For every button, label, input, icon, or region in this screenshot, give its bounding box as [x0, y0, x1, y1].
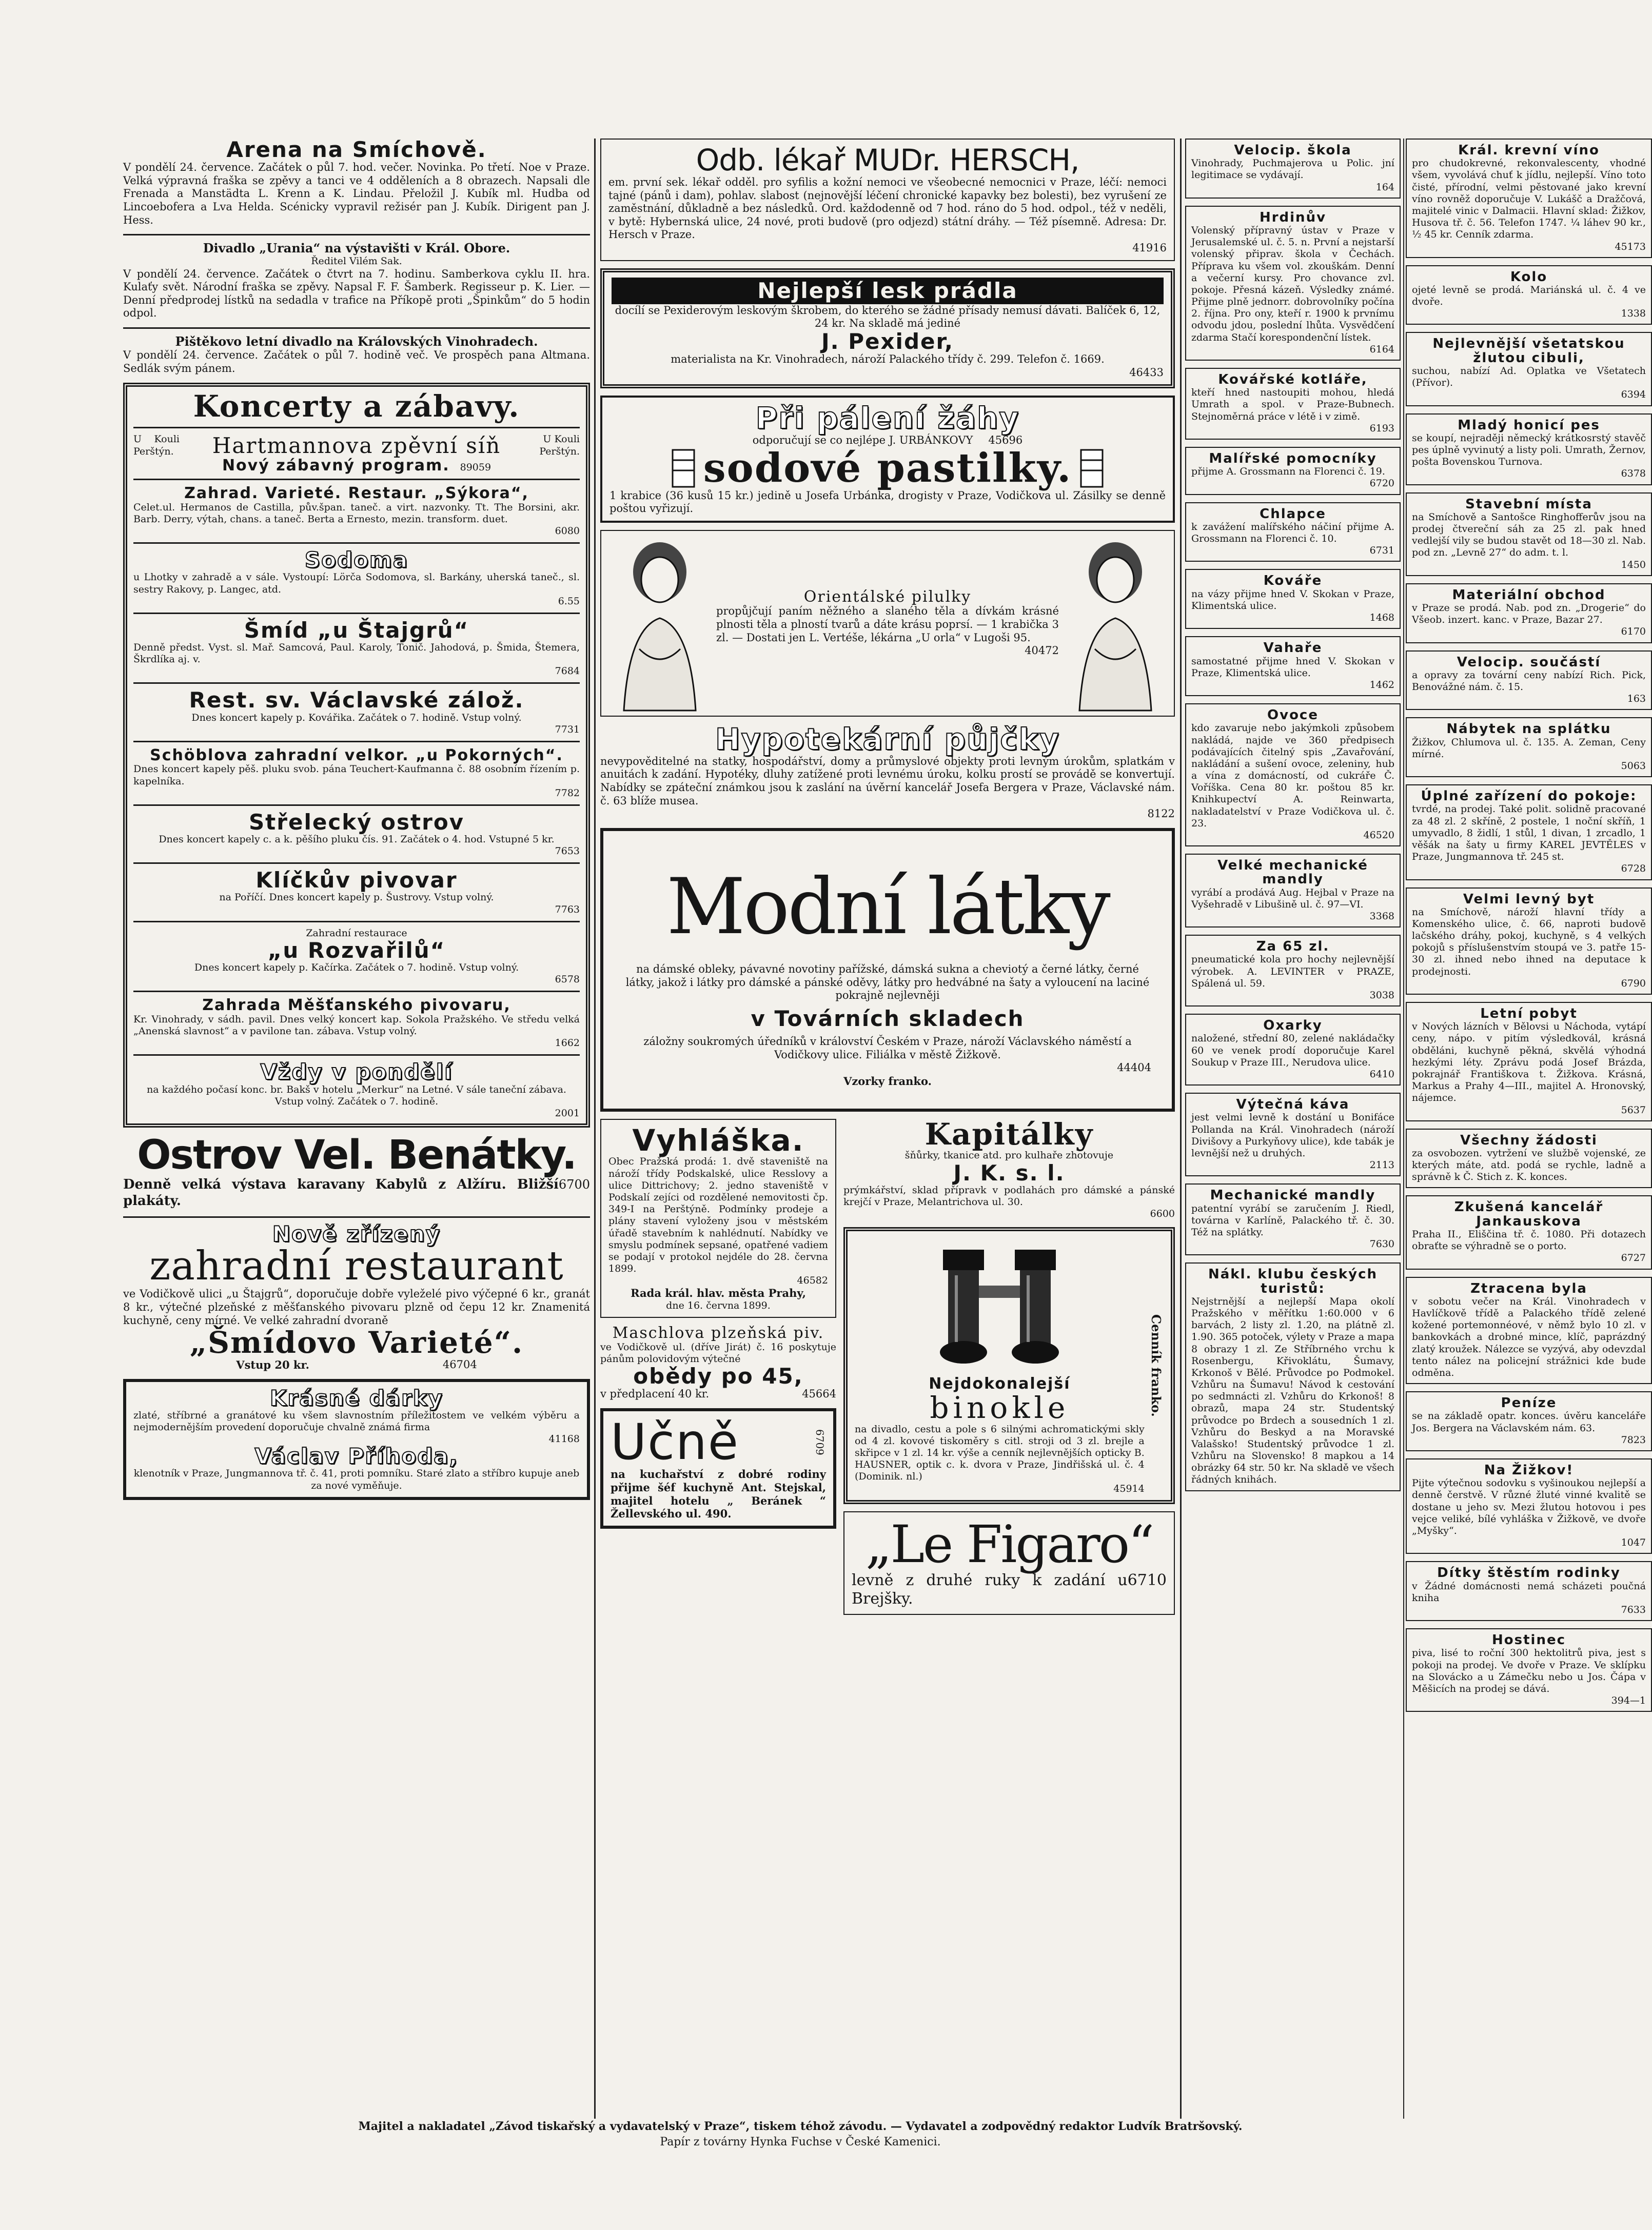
ostrov-row [123, 1177, 590, 1209]
classified-ad [1185, 935, 1401, 1007]
mestansky-title: Zahrada Měšťanského pivovaru, [202, 996, 511, 1015]
divider [133, 613, 580, 614]
schoblova-body: Dnes koncert kapely pěš. pluku svob. pána Teuchert-Kaufmanna č. 88 osobním řízením p. kapelníka. [133, 763, 580, 787]
classified-num: 6727 [1621, 1252, 1646, 1264]
hartmann-program-row [133, 458, 580, 474]
kapitalky-addr: prýmkářství, sklad přípravk v podlahách pro dámské a pánské krejčí v Praze, Melantrichova ul. 30. [843, 1184, 1175, 1208]
rozvarilu-body: Dnes koncert kapely p. Kačírka. Začátek o 7. hodině. Vstup volný. [194, 962, 519, 974]
classified-ad [1406, 139, 1652, 258]
arena-notice [123, 139, 590, 227]
classified-body: Praha II., Eliščina tř. č. 1080. Při dotazech obraťte se výhradně se o porto. [1412, 1229, 1646, 1252]
classified-ad [1406, 1277, 1652, 1385]
divider [133, 862, 580, 864]
divider [133, 427, 580, 428]
maschlova-sub: obědy po 45, [633, 1363, 803, 1389]
binoculars-icon [922, 1239, 1076, 1373]
rozvarilu-pre: Zahradní restaurace [306, 927, 407, 939]
classified-num: 6720 [1369, 478, 1394, 489]
classified-num: 394—1 [1611, 1695, 1646, 1707]
pilulky-num: 40472 [1025, 644, 1059, 657]
classified-title: Kováře [1263, 573, 1323, 589]
maschlova-price-row [600, 1388, 836, 1401]
classified-body: naložené, střední 80, zelené nakládačky 60 ve venek prodí doporučuje Karel Soukup v Praze III., Nerudova ulice. [1191, 1033, 1394, 1068]
classified-title: Velké mechanické mandly [1217, 858, 1368, 887]
classified-ad [1185, 703, 1401, 846]
classified-num: 2113 [1369, 1159, 1394, 1171]
pastilky-recommend: odporučují se co nejlépe J. URBÁNKOVY [752, 434, 973, 447]
binokle-body: na divadlo, cestu a pole s 6 silnými achromatickými skly od 4 zl. kovové tiskoměry s citl. stroji od 3 zl. brejle a skřipce v 1 zl. 14 kr. výše a cenník nejlevnějších opticky B. HAUSNER, optik c. k. dvora v Praze, Jindřišská ul. č. 4 (Dominik. nl.) [855, 1423, 1145, 1483]
paper-line: Papír z továrny Hynka Fuchse v České Kamenici. [660, 2135, 941, 2148]
classified-title: Ztracena byla [1470, 1280, 1587, 1296]
classified-ad [1185, 569, 1401, 629]
maschlova-title: Maschlova plzeňská piv. [612, 1324, 824, 1343]
divider [133, 921, 580, 922]
divider [133, 682, 580, 684]
classified-title: Kovářské kotláře, [1218, 372, 1368, 387]
strelecky-title: Střelecký ostrov [248, 809, 465, 835]
woman-portrait-icon [608, 536, 711, 711]
vyhlaska-body: Obec Pražská prodá: 1. dvě staveniště na nároží třídy Podskalské, ulice Resslovy a ulice Dittrichovy; 2. jedno staveniště v Podskalí zejíci od rozdělené nemovitosti čp. 349-I na Perštýně. Podmínky prodeje a plány stavení vyloženy jsou v městském úřadě stavebním k nahlédnutí. Nabídky ve smyslu podmínek sepsané, opatřené vadiem se podají v protokol nejdéle do 28. června 1899. [608, 1156, 828, 1275]
modni-sub: v Továrních skladech [751, 1006, 1025, 1032]
classified-body: tvrdé, na prodej. Také polit. solidně pracované za 48 zl. 2 skříně, 2 postele, 1 noční skříň, 1 umyvadlo, 8 židlí, 1 stůl, 1 divan, 1 zrcadlo, 1 věšák na šaty u firmy KAREL JEVTĚLES v Praze, Jungmannova tř. 245 st. [1412, 803, 1646, 863]
classified-title: Velmi levný byt [1463, 891, 1595, 907]
classified-body: kdo zavaruje nebo jakýmkoli způsobem nakládá, najde ve 360 předpisech podávajících čitelný spis „Zavařování, nakládání a sušení ovoce, zeleniny, hub a vína z domácností, od cukráře Č. Voříška. Cena 80 kr. poštou 85 kr. Knihkupectví A. Reinwarta, nakladatelství v Praze Vodičkova ul. č. 23. [1191, 722, 1394, 829]
mestansky-body: Kr. Vinohrady, v sádh. pavil. Dnes velký koncert kap. Sokola Pražského. Ve středu velká „Anenská slavnost“ a v pavilone tan. zábava. Vstup volný. [133, 1013, 580, 1037]
classified-num: 1450 [1621, 559, 1646, 570]
ostrov-line: Denně velká výstava karavany Kabylů z Alžíru. Bližší plakáty. [123, 1176, 559, 1209]
pastilky-num: 45696 [988, 434, 1023, 447]
col2-right-stack [843, 1116, 1175, 1622]
mestansky-num: 1662 [555, 1037, 580, 1049]
classified-body: v Žádné domácnosti nemá scházeti poučná kniha [1412, 1580, 1646, 1604]
ostrov-num: 6700 [558, 1177, 590, 1192]
classified-title: Peníze [1501, 1395, 1557, 1411]
pistek-notice [123, 334, 590, 375]
classified-ad [1406, 1002, 1652, 1121]
classified-ad [1406, 332, 1652, 406]
vzdy-title: Vždy v pondělí [260, 1059, 453, 1085]
hypotekarni-title: Hypotekární půjčky [715, 721, 1060, 757]
classified-title: Nejlevnější všetatskou žlutou cibuli, [1432, 336, 1625, 366]
darky-addr: klenotník v Praze, Jungmannova tř. č. 41, proti pomníku. Staré zlato a stříbro kupuje aneb za nové vyměňuje. [133, 1468, 580, 1491]
pastilky-product: sodové pastilky. [703, 444, 1072, 491]
pastilky-title: Při pálení žáhy [755, 401, 1020, 436]
maschlova-price: v předplacení 40 kr. [600, 1388, 710, 1400]
ucne-title: Učně [611, 1413, 739, 1471]
classified-title: Stavební místa [1465, 496, 1592, 512]
classified-num: 6728 [1621, 863, 1646, 875]
classified-ad [1185, 368, 1401, 440]
vzdy-body: na každého počasí konc. br. Bakš v hotelu „Merkur“ na Letné. V sále taneční zábava. Vstup volný. Začátek o 7. hodině. [147, 1083, 566, 1107]
classified-body: Pijte výtečnou sodovku s vyšinoukou nejlepší a denně čerstvě. V různé žluté vinné kvalitě se dostane u jeho sv. Mezi žlutou hotovou i pes vejce veliké, bílé vyhláška v Žižkově, ve dvoře „Myšky“. [1412, 1477, 1646, 1536]
sodoma-body: u Lhotky v zahradě a v sále. Vystoupí: Lörča Sodomova, sl. Barkány, uherská taneč., sl. sestry Rakovy, p. Langec, atd. [133, 571, 580, 595]
classified-ad [1185, 636, 1401, 696]
smid-title: Šmíd „u Štajgrů“ [244, 617, 469, 643]
classified-body: na vázy přijme hned V. Skokan v Praze, Klimentská ulice. [1191, 588, 1394, 611]
classified-num: 6170 [1621, 626, 1646, 638]
vyhlaska-sign: Rada král. hlav. města Prahy, [631, 1287, 806, 1300]
classified-num: 6790 [1621, 977, 1646, 989]
classified-body: Volenský přípravný ústav v Praze v Jerusalemské ul. č. 5. n. První a nejstarší volenský připrav. škola v Čechách. Příprava ku všem vol. zkouškám. Denní a večerní kursy. Pro chovance zvl. pokoje. Přesná kázeň. Výsledky známé. Přijme plně jednorr. dobrovolníky počína 2. října. Pro ony, kteří r. 1900 k prvnímu odvodu jdou, poslední lhůta. Vysvědčení zdarma Stačí korespondenční lístek. [1191, 225, 1394, 343]
binokle-title: binokle [930, 1390, 1070, 1425]
classified-body: jest velmi levně k dostání u Bonifáce Pollanda na Král. Vinohradech (nároží Divišovy a Purkyňovy ulice), kde tabák je levnější než u druhých. [1191, 1112, 1394, 1159]
classified-body: v Nových lázních v Bělovsi u Náchoda, vytápí ceny, nápo. v pitím výsledkovál, krásná obděláni, kuchyně pěkná, skvělá výhodná hezkými léty. Zprávu podá Josef Brázda, pokrajnář Františkova t. Žižkova. Krásná, Markus a Prahy 4—III., majitel A. Hronovský, nájemce. [1412, 1021, 1646, 1104]
classified-title: Kolo [1510, 269, 1548, 285]
classified-body: piva, lisé to roční 300 hektolitrů piva, jest s pokoji na prodej. Ve dvoře v Praze. Ve sklípku na Slovácko a u Zámečku nebo u Jos. Čápa v Měšicích na prodej se dává. [1412, 1647, 1646, 1694]
classified-ad [1185, 206, 1401, 361]
zahradni-pre: Nově zřízený [272, 1221, 441, 1247]
klickuv-body: na Poříčí. Dnes koncert kapely p. Šustrovy. Vstup volný. [219, 892, 494, 903]
classified-ad [1185, 1183, 1401, 1255]
classified-body: patentní vyrábí se zaručením J. Riedl, továrna v Karlíně, Palackého tř. č. 30. Též na splátky. [1191, 1202, 1394, 1238]
classified-num: 46520 [1363, 829, 1394, 841]
pistek-body: V pondělí 24. července. Začátek o půl 7. hodině več. Ve prospěch pana Altmana. Sedlák svým pánem. [123, 349, 590, 374]
figaro-ad [843, 1511, 1175, 1615]
strelecky-body: Dnes koncert kapely c. a k. pěšího pluku čís. 91. Začátek o 4. hod. Vstupné 5 kr. [159, 834, 555, 845]
divider [133, 991, 580, 992]
classified-title: Velocip. škola [1234, 143, 1352, 158]
newspaper-page [123, 137, 1646, 2119]
classified-title: Velocip. součástí [1457, 654, 1601, 670]
urania-director: Ředitel Vilém Sak. [311, 255, 402, 267]
figaro-body: levně z druhé ruky k zadání u Brejšky. [852, 1571, 1128, 1608]
classified-num: 1338 [1621, 308, 1646, 320]
classified-title: Letní pobyt [1480, 1006, 1578, 1021]
classified-body: v sobotu večer na Král. Vinohradech v Havlíčkově třídě a Palackého třídě zelené kožené portemonnéové, v němž bylo 10 zl. v bankovkách a drobné mince, klíč, paprázdný zlatý kroužek. Nálezce se vyzývá, aby odevzdal tento nález na policejní strážnici kde bude odměna. [1412, 1295, 1646, 1378]
classified-num: 5637 [1621, 1104, 1646, 1116]
classified-title: Malířské pomocníky [1209, 450, 1377, 466]
classified-num: 1047 [1621, 1537, 1646, 1549]
classified-title: Mechanické mandly [1210, 1188, 1376, 1203]
classified-num: 6731 [1369, 545, 1394, 557]
zahradni-ad [123, 1223, 590, 1371]
divider [123, 234, 590, 235]
concerts-box [123, 383, 590, 1128]
column-4 [1406, 139, 1652, 2119]
classified-body: samostatné přijme hned V. Skokan v Praze, Klimentská ulice. [1191, 655, 1394, 679]
schoblova-title: Schöblova zahradní velkor. „u Pokorných“. [150, 746, 563, 764]
urania-body: V pondělí 24. července. Začátek o čtvrt na 7. hodinu. Samberkova cyklu II. hra. Kulaťy svět. Národní fraška se zpěvy. Napsal F. F. Šamberk. Regisseur p. K. Lier. — Denní předprodej lístků na sedadla v trafice na Příkopě proti „Špinkům“ do 5 hodin odpol. [123, 267, 590, 320]
sykora-body: Celet.ul. Hermanos de Castilla, pův.špan. taneč. a virt. nazvonky. Tt. The Borsini, akr. Barb. Derry, výtah, chans. a taneč. Berta a Ernesto, mezin. transform. duet. [133, 501, 580, 525]
classified-body: přijme A. Grossmann na Florenci č. 19. [1191, 466, 1385, 478]
classified-title: Úplné zařízení do pokoje: [1421, 788, 1637, 804]
zahradni-entry: Vstup 20 kr. [236, 1358, 309, 1372]
classified-ad [1185, 1093, 1401, 1176]
classified-ad [1406, 717, 1652, 777]
classified-title: Král. krevní víno [1458, 143, 1600, 158]
column-2 [600, 139, 1175, 2119]
classified-num: 3038 [1369, 990, 1394, 1001]
classified-body: a opravy za tovární ceny nabízí Rich. Pick, Benovážné nám. č. 15. [1412, 669, 1646, 693]
classified-title: Hrdinův [1259, 209, 1327, 225]
zahradni-body: ve Vodičkově ulici „u Štajgrů“, doporučuje dobře vyleželé pivo výčepné 6 kr., granát 8 kr., výtečné plzeňské z měšťanského pivovaru plzně od čepu 12 kr. Znamenitá kuchyně, ceny mírné. Ve velké zahradní dvoraně [123, 1288, 590, 1327]
classified-title: Výtečná káva [1236, 1097, 1350, 1113]
pexider-addr: materialista na Kr. Vinohradech, nároží Palackého třídy č. 299. Telefon č. 1669. [671, 352, 1105, 365]
classified-num: 163 [1627, 693, 1646, 705]
ucne-body: na kuchařství z dobré rodiny přijme šéf kuchyně Ant. Stejskal, majitel hotelu „ Beránek “ Žellevského ul. 490. [611, 1468, 826, 1521]
urania-notice [123, 241, 590, 320]
classified-body: kteří hned nastoupiti mohou, hledá Umrath a spol. v Praze-Bubnech. Stejnoměrná práce v létě i v zimě. [1191, 387, 1394, 422]
modni-title: Modní látky [666, 862, 1109, 952]
classified-body: ojeté levně se prodá. Mariánská ul. č. 4 ve dvoře. [1412, 284, 1646, 308]
arena-body: V pondělí 24. července. Začátek o půl 7. hod. večer. Novinka. Po třetí. Noe v Praze. Velká výpravná fraška se zpěvy a tanci ve 4 odděleních a 8 obrazech. Napsali dle Frenada a Manstädta L. Krenn a K. Lindau. Přeložil J. Kubík ml. Hudba od Lincoebofera a Lva Helda. Scénicky vypravil režisér pan J. Kubík. Dirigent pan J. Hess. [123, 161, 590, 226]
divider [123, 1216, 590, 1218]
pilulky-text [716, 589, 1059, 658]
hypotekarni-body: nevypověditelné na statky, hospodářství, domy a průmyslové objekty proti levným úrokům, splatkám v anuitách k zadání. Hypotéky, dluhy zatížené proti levnému úroku, kolku prostí se provádě se konvertují. Nabídky se zpáteční známkou jsou k zaslání na úvěrní kancelář Josefa Bergera v Praze, Václavské nám. č. 63 blíže musea. [600, 755, 1175, 807]
vyhlaska-title: Vyhláška. [632, 1122, 804, 1158]
classified-num: 3368 [1369, 911, 1394, 922]
classified-title: Všechny žádosti [1460, 1132, 1598, 1148]
sykora-title: Zahrad. Varieté. Restaur. „Sýkora“, [184, 484, 529, 503]
classified-title: Ovoce [1267, 707, 1319, 723]
divider [123, 327, 590, 329]
classified-num: 164 [1375, 181, 1394, 193]
classified-body: pneumatické kola pro hochy nejlevnější výrobek. A. LEVINTER v PRAZE, Spálená ul. 59. [1191, 954, 1394, 989]
pastilky-box-icon [1079, 448, 1105, 489]
darky-ad [123, 1379, 590, 1500]
rest-title: Rest. sv. Václavské zálož. [189, 687, 524, 713]
classified-title: Oxarky [1263, 1018, 1323, 1034]
classified-title: Zkušená kancelář Jankauskova [1454, 1199, 1604, 1229]
hersch-num: 41916 [1132, 241, 1167, 254]
classified-num: 1462 [1369, 679, 1394, 690]
bottom-row [600, 1116, 1175, 1622]
modni-body: na dámské obleky, pávavné novotiny pařížské, dámská sukna a cheviotý a černé látky, černé látky, jakož i látky pro dámské a pánské oděvy, látky pro hedvábné na šaty a vyloucení na laciné pokrajně nejlevněji [625, 963, 1150, 1002]
klickuv-title: Klíčkův pivovar [255, 867, 458, 893]
classified-ad [1406, 492, 1652, 576]
smid-num: 7684 [555, 665, 580, 677]
pistek-title: Pištěkovo letní divadlo na Královských Vinohradech. [175, 334, 538, 349]
col2-left-stack [600, 1119, 836, 1622]
darky-body: zlaté, stříbrné a granátové ku všem slavnostním příležitostem ve velkém výběru a nejmodernějším provedení doporučuje chvalně známá firma [133, 1409, 580, 1433]
classified-ad [1406, 1628, 1652, 1712]
classified-title: Materiální obchod [1452, 587, 1606, 603]
modni-ad [600, 828, 1175, 1112]
binokle-side: Cenník franko. [1149, 1314, 1164, 1417]
classified-ad [1406, 1195, 1652, 1269]
classified-ad [1185, 447, 1401, 495]
hypotekarni-num: 8122 [1147, 807, 1175, 820]
pastilky-ad [600, 396, 1175, 523]
smid-body: Denně předst. Vyst. sl. Mař. Samcová, Paul. Karoly, Tonič. Jahodová, p. Šmida, Štemera, Škrdlíka aj. v. [133, 641, 580, 665]
classified-title: Nábytek na splátku [1446, 721, 1611, 737]
binokle-content [855, 1236, 1145, 1494]
classified-title: Za 65 zl. [1256, 939, 1330, 955]
classified-num: 6410 [1369, 1068, 1394, 1080]
pilulky-ad [600, 530, 1175, 717]
classified-body: suchou, nabízí Ad. Oplatka ve Všetatech (Přívor). [1412, 365, 1646, 389]
classified-ad [1185, 502, 1401, 562]
classified-body: pro chudokrevné, rekonvalescenty, vhodné všem, vyvolává chuť k jídlu, nejlepší. Víno toto čisté, přírodní, velmi pěstované jako krevní víno rovněž doporučuje V. Lukášč a Dražčová, majitelé vinic v Dalmacii. Hlavní sklad: Žižkov, Husova tř. č. 56. Telefon 1747. ¼ láhev 90 kr., ½ 45 kr. Cenník zdarma. [1412, 157, 1646, 241]
darky-title: Krásné dárky [269, 1385, 444, 1411]
hersch-ad [600, 139, 1175, 261]
vyhlaska-num: 46582 [797, 1275, 828, 1287]
classified-title: Chlapce [1260, 506, 1326, 522]
pexider-body: docílí se Pexiderovým leskovým škrobem, do kterého se žádné přísady nemusí dávati. Balíček 6, 12, 24 kr. Na skladě má jediné [615, 304, 1161, 330]
zahradni-num: 46704 [442, 1358, 477, 1371]
rest-body: Dnes koncert kapely p. Kovářika. Začátek o 7. hodině. Vstup volný. [191, 712, 522, 723]
classified-ad [1185, 1262, 1401, 1491]
hartmann-title: Hartmannova zpěvní síň [212, 432, 501, 458]
ostrov-title: Ostrov Vel. Benátky. [137, 1132, 576, 1179]
maschlova-ad [600, 1325, 836, 1401]
classified-num: 6193 [1369, 422, 1394, 434]
strelecky-num: 7653 [555, 845, 580, 857]
column-3 [1185, 139, 1401, 2119]
pastilky-box-icon [671, 448, 696, 489]
maschlova-body: ve Vodičkově ul. (dříve Jirát) č. 16 poskytuje pánům polovidovým výtečné [600, 1341, 836, 1365]
classified-body: za osvobozen. vytržení ve službě vojenské, ze kterých máte, atd. podá se rychle, ladně a správně k Č. Stich z. K. konces. [1412, 1147, 1646, 1183]
hartmann-row [133, 433, 580, 457]
classified-title: Na Žižkov! [1484, 1462, 1574, 1478]
imprint-footer [185, 2119, 1416, 2150]
zahradni-sub: „Šmídovo Varieté“. [189, 1325, 524, 1360]
classified-ad [1406, 583, 1652, 643]
concerts-header: Koncerty a zábavy. [193, 388, 520, 424]
classified-ad [1406, 1458, 1652, 1554]
ucne-title-row [611, 1413, 826, 1471]
modni-note: Vzorky franko. [843, 1074, 932, 1088]
divider [133, 542, 580, 544]
classified-body: Žižkov, Chlumova ul. č. 135. A. Zeman, Ceny mírné. [1412, 736, 1646, 760]
binokle-num: 45914 [1113, 1483, 1145, 1494]
classified-body: na Smíchově, nároží hlavní třídy a Komenského ulice, č. 66, naproti budově lačského dráhy, pokoj, kuchyně, s 4 velkých pokojů s příslušenstvím stoupá ve 3. patře 15-30 zl. ihned nebo ihned na deputace k prodejnosti. [1412, 906, 1646, 977]
imprint-line: Majitel a nakladatel „Závod tiskařský a vydavatelský v Praze“, tiskem téhož závodu. — Vydavatel a zodpovědný redaktor Ludvík Bratršovský. [358, 2120, 1243, 2133]
sodoma-num: 6.55 [558, 595, 580, 607]
classified-ad [1406, 1561, 1652, 1621]
ucne-ad [600, 1408, 836, 1529]
klickuv-num: 7763 [555, 903, 580, 915]
hypotekarni-ad [600, 721, 1175, 821]
woman-portrait-icon [1064, 536, 1167, 711]
zahradni-entry-row [123, 1358, 590, 1372]
divider [133, 804, 580, 806]
sykora-num: 6080 [555, 525, 580, 537]
sodoma-title: Sodoma [304, 547, 409, 573]
darky-firm: Václav Příhoda, [254, 1444, 459, 1469]
kapitalky-body: šňůrky, tkanice atd. pro kulhaře zhotovuje [904, 1150, 1114, 1161]
figaro-row [852, 1571, 1167, 1609]
classified-ad [1406, 887, 1652, 995]
classified-ad [1185, 139, 1401, 199]
modni-body2: záložny soukromých úředníků v království Českém v Praze, nároží Václavského náměstí a Vodičkovy ulice. Filiálka v městě Žižkově. [643, 1035, 1132, 1061]
modni-num: 44404 [1117, 1061, 1151, 1074]
urania-title: Divadlo „Urania“ na výstavišti v Král. Obore. [203, 241, 510, 256]
classified-ad [1406, 1129, 1652, 1189]
hartmann-side-right: U Kouli Perštýn. [539, 433, 580, 457]
kapitalky-firm: J. K. s. l. [953, 1160, 1065, 1186]
maschlova-num: 45664 [802, 1388, 836, 1400]
classified-num: 7630 [1369, 1238, 1394, 1250]
classified-num: 6164 [1369, 343, 1394, 355]
classified-ad [1406, 1391, 1652, 1451]
zahradni-title: zahradní restaurant [149, 1243, 564, 1290]
hartmann-num: 89059 [460, 461, 491, 473]
classified-num: 45173 [1615, 241, 1646, 252]
binokle-pre: Nejdokonalejší [929, 1375, 1071, 1393]
pilulky-title: Orientálské pilulky [803, 587, 972, 606]
classified-ad [1185, 854, 1401, 927]
vyhlaska-ad [600, 1119, 836, 1318]
kapitalky-ad [843, 1116, 1175, 1220]
classified-num: 6394 [1621, 389, 1646, 401]
column-1 [123, 139, 590, 2119]
classified-ad [1406, 413, 1652, 485]
ostrov-ad [123, 1132, 590, 1209]
classified-num: 5063 [1621, 760, 1646, 772]
binokle-ad [843, 1227, 1175, 1504]
schoblova-num: 7782 [555, 787, 580, 799]
column-rule [1403, 139, 1404, 2119]
pastilky-body: 1 krabice (36 kusů 15 kr.) jedině u Josefa Urbánka, drogisty v Praze, Vodičkova ul. Zásilky se denně poštou vyřizují. [609, 489, 1166, 515]
classified-num: 7633 [1621, 1604, 1646, 1615]
column-rule [1180, 139, 1182, 2119]
kapitalky-title: Kapitálky [925, 1116, 1094, 1152]
classified-num: 1468 [1369, 612, 1394, 624]
classified-num: 6378 [1621, 468, 1646, 480]
classified-body: v Praze se prodá. Nab. pod zn. „Drogerie“ do Všeob. inzert. kanc. v Praze, Bazar 27. [1412, 602, 1646, 626]
classified-title: Vahaře [1263, 640, 1323, 656]
pexider-firm: J. Pexider, [821, 328, 954, 354]
rozvarilu-title: „u Rozvařilů“ [267, 937, 446, 963]
classified-body: k zavážení malířského náčiní přijme A. Grossmann na Florenci č. 10. [1191, 521, 1394, 545]
kapitalky-num: 6600 [1150, 1208, 1175, 1220]
pexider-ad [600, 268, 1175, 389]
vzdy-num: 2001 [555, 1107, 580, 1119]
hersch-title: Odb. lékař MUDr. HERSCH, [696, 143, 1079, 177]
pexider-num: 46433 [1129, 366, 1164, 379]
pexider-title: Nejlepší lesk prádla [612, 278, 1164, 304]
classified-ad [1406, 650, 1652, 711]
classified-title: Mladý honicí pes [1458, 417, 1600, 433]
binoculars-figure [855, 1239, 1145, 1373]
hartmann-side-left: U Kouli Perštýn. [133, 433, 180, 457]
darky-num: 41168 [548, 1433, 580, 1445]
classified-body: se na základě opatr. konces. úvěru kanceláře Jos. Bergera na Václavském nám. 63. [1412, 1410, 1646, 1434]
hersch-body: em. první sek. lékař odděl. pro syfilis a kožní nemoci ve všeobecné nemocnici v Praze, léčí: nemoci tajné (pánů i dam), pohlav. slabost (nejnovější léčení chronické kapavky bez bolesti), bez vyrušení ze zaměstnání, důkladně a bez následků. Ord. každodenně od 7 hod. ráno do 5 hod. odpol., též v neděli, v bytě: Hybernská ulice, 24 nové, proti budově (pro odjezd) státní dráhy. — Též písemně. Adresa: Dr. Hersch v Praze. [608, 175, 1167, 241]
classified-body: vyrábí a prodává Aug. Hejbal v Praze na Vyšehradě v Libušině ul. č. 97—VI. [1191, 886, 1394, 910]
classified-ad [1406, 784, 1652, 880]
classified-body: se koupí, nejraději německý krátkosrstý stavěč pes úplně vyvinutý a listy poli. Umrath, Žernov, pošta Bovenskou Turnova. [1412, 432, 1646, 468]
ucne-num: 6709 [814, 1429, 826, 1455]
hartmann-program: Nový zábavný program. [222, 456, 450, 475]
divider [133, 1054, 580, 1056]
divider [133, 741, 580, 742]
figaro-title: „Le Figaro“ [865, 1514, 1153, 1574]
classified-title: Hostinec [1492, 1632, 1566, 1648]
pilulky-body: propůjčují paním něžného a slaného těla a dívkám krásné plnosti těla a plností tvarů a dáte krásu poprsí. — 1 krabička 3 zl. — Dostati jen L. Vertéše, lékárna „U orla“ v Lugoši 95. [716, 605, 1059, 644]
vyhlaska-date: dne 16. června 1899. [666, 1299, 771, 1311]
classified-num: 7823 [1621, 1434, 1646, 1446]
pastilky-product-row [609, 444, 1166, 491]
column-rule [594, 139, 596, 2119]
arena-title: Arena na Smíchově. [226, 137, 487, 162]
classified-body: Nejstrnější a nejlepší Mapa okolí Pražského v měřítku 1:60.000 v 6 barvách, 2 listy zl. 1.20, na plátně zl. 1.90. 365 potoček, výlety v Praze a mapa 8 obrazy 1 zl. Ze Stříbrného vrchu k Rosenbergu, Křivoklátu, Šumavy, Krkonoš v Bělé. Průvodce po Podmokel. Vzhůru na Šumavu! Návod k cestování po sedmnácti zl. Vzhůru do Krkonoš! 8 obrazů, mapa 24 str. Studentský průvodce po Brdech a sousedních 1 zl. Vzhůru do Beskyd a na Moravské Valašsko! Studentský průvodce 1 zl. Vzhůru na Slovensko! 8 mapkou a 14 obrázky 64 str. 50 kr. Na skladě ve všech řádných knihách. [1191, 1295, 1394, 1486]
classified-title: Nákl. klubu českých turistů: [1208, 1267, 1378, 1296]
classified-title: Dítky štěstím rodinky [1437, 1565, 1621, 1581]
classified-body: Vinohrady, Puchmajerova u Polic. jní legitimace se vydávají. [1191, 157, 1394, 181]
figaro-num: 6710 [1127, 1571, 1167, 1589]
rozvarilu-num: 6578 [555, 974, 580, 985]
classified-ad [1185, 1014, 1401, 1086]
classified-body: na Smíchově a Santošce Ringhofferův jsou na prodej čtvereční sáh za 25 zl. pak hned vedlejší vily se budou stavět od 18—30 zl. Nab. pod zn. „Levně 27“ do adm. t. l. [1412, 511, 1646, 559]
classified-ad [1406, 265, 1652, 325]
rest-num: 7731 [555, 723, 580, 735]
divider [133, 479, 580, 480]
